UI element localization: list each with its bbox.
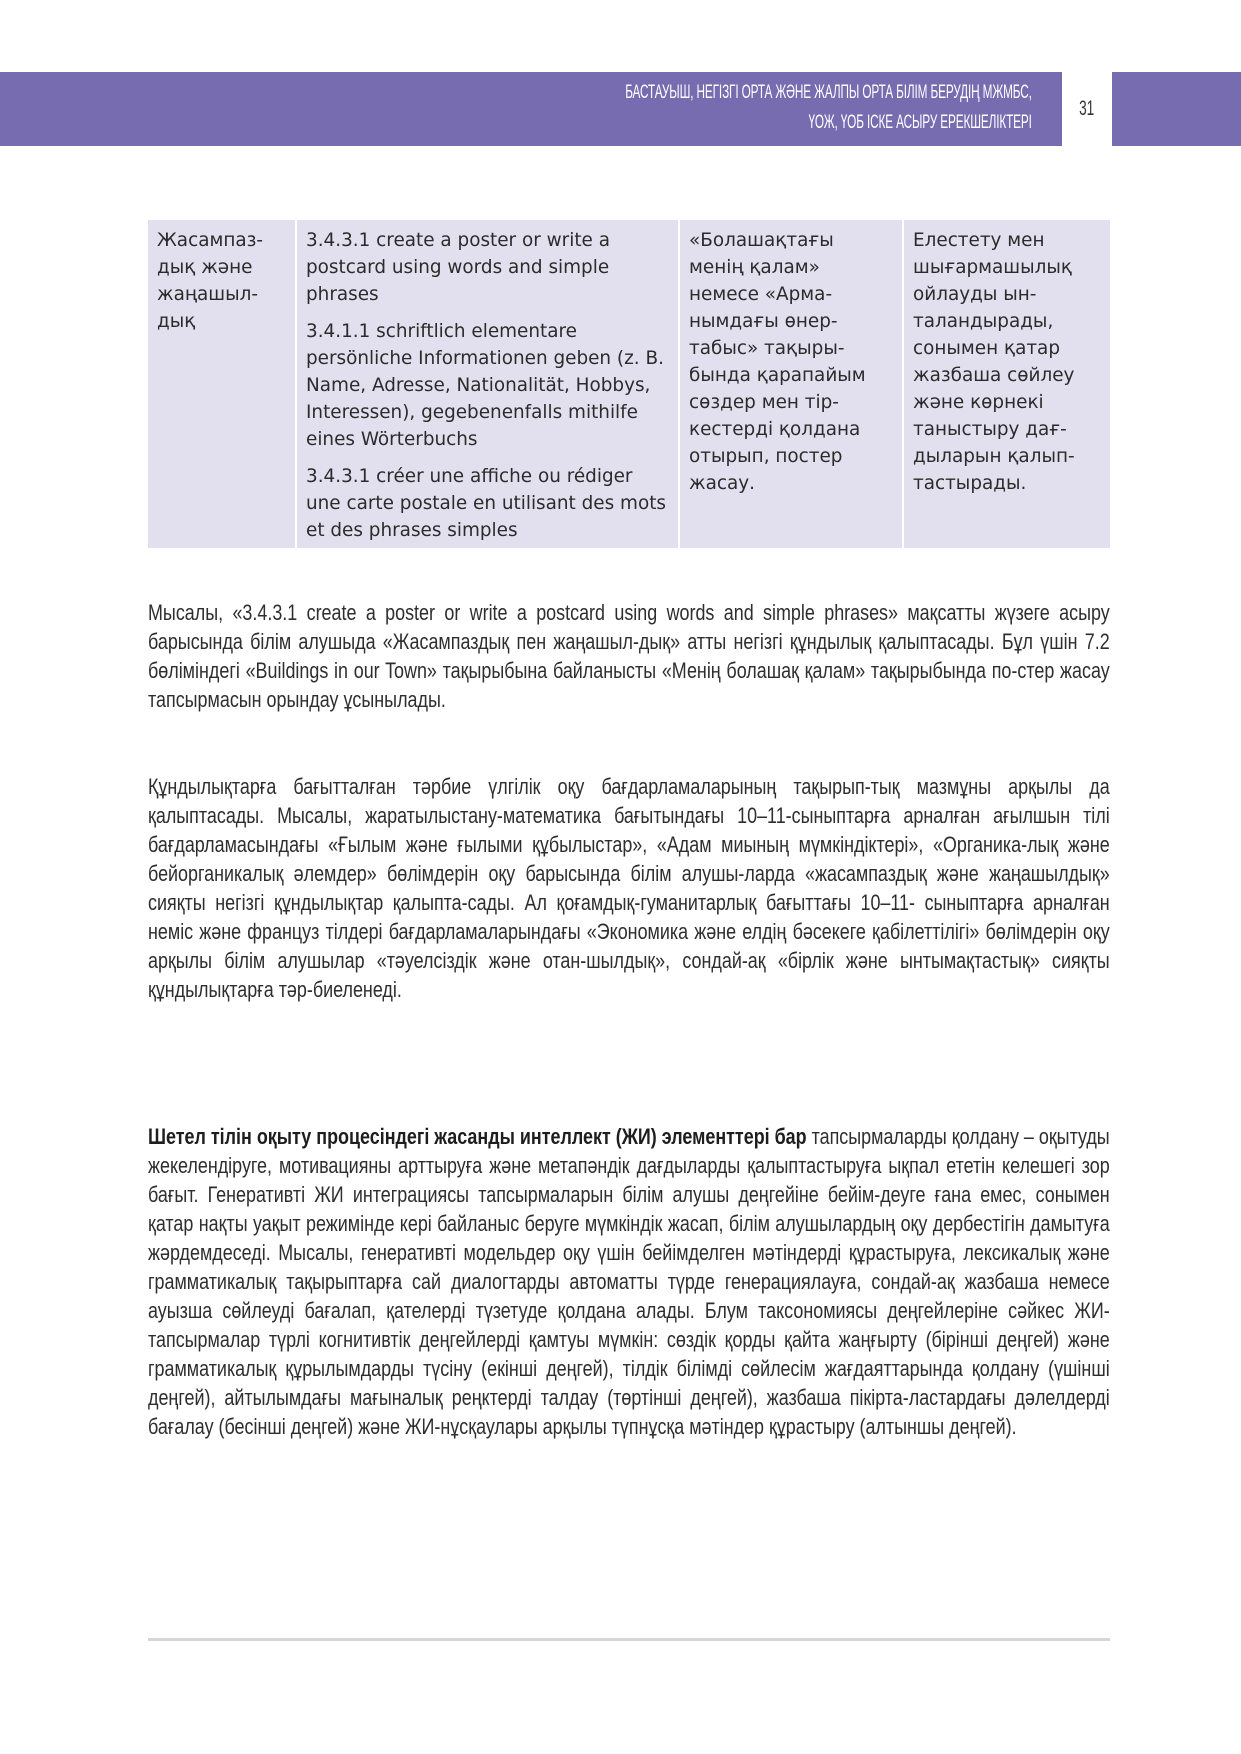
objective-french: 3.4.3.1 créer une affiche ou rédiger une carte postale en utilisant des mots et des phrases simples <box>306 466 666 541</box>
running-header-line-2: ҮОЖ, ҮОБ ІСКЕ АСЫРУ ЕРЕКШЕЛІКТЕРІ <box>808 112 1032 133</box>
page-number-text: 31 <box>1079 97 1095 120</box>
outcome-cell: Елестету мен шығармашылық ойлауды ын-таландырады, сонымен қатар жазбаша сөйлеу және көрнекі таныстыру дағ-дыларын қалып-тастырады. <box>903 220 1110 548</box>
paragraph-values-content <box>148 772 1110 1004</box>
paragraph-values-content-text: Құндылықтарға бағытталған тәрбие үлгілік оқу бағдарламаларының тақырып-тық мазмұны арқылы да қалыптасады. Мысалы, жаратылыстану-математика бағытындағы 10–11-сыныптарға арналған ағылшын тілі бағдарламасындағы «Ғылым және ғылыми құбылыстар», «Адам миының мүмкіндіктері», «Органика-лық және бейорганикалық әлемдер» бөлімдерін оқу барысында білім алушы-ларда «жасампаздық және жаңашылдық» сияқты негізгі құндылықтар қалыпта-сады. Ал қоғамдық-гуманитарлық бағыттағы 10–11- сыныптарға арналған неміс және француз тілдері бағдарламаларындағы «Экономика және елдің бәсекеге қабілеттілігі» бөлімдерін оқу арқылы білім алушылар «тәуелсіздік және отан-шылдық», сондай-ақ «бірлік және ынтымақтастық» сияқты құндылықтарға тәр-биеленеді. <box>148 774 1110 1002</box>
table-row <box>148 220 1110 548</box>
header-accent-block <box>1112 72 1241 146</box>
objective-english: 3.4.3.1 create a poster or write a postcard using words and simple phrases <box>306 230 610 305</box>
paragraph-ai-tasks <box>148 1122 1110 1441</box>
objectives-cell <box>296 220 679 548</box>
running-header-title <box>625 78 1032 138</box>
paragraph-ai-tasks-lead: Шетел тілін оқыту процесіндегі жасанды интеллект (ЖИ) элементтері бар <box>148 1124 807 1149</box>
paragraph-ai-tasks-body <box>148 1122 1110 1441</box>
paragraph-example <box>148 598 1110 714</box>
footer-divider <box>148 1638 1110 1641</box>
value-cell: Жасампаз-дық және жаңашыл-дық <box>157 230 264 332</box>
values-table <box>148 220 1110 548</box>
paragraph-example-text: Мысалы, «3.4.3.1 create a poster or write a postcard using words and simple phrases» мақсатты жүзеге асыру барысында білім алушыда «Жасампаздық пен жаңашыл-дық» атты негізгі құндылық қалыптасады. Бұл үшін 7.2 бөліміндегі «Buildings in our Town» тақырыбына байланысты «Менің болашақ қалам» тақырыбында по-стер жасау тапсырмасын орындау ұсынылады. <box>148 600 1110 712</box>
paragraph-ai-tasks-text: тапсырмаларды қолдану – оқытуды жекелендіруге, мотивацияны арттыруға және метапәндік дағдыларды қалыптастыруға ықпал ететін келешегі зор бағыт. Генеративті ЖИ интеграциясы тапсырмаларын білім алушы деңгейіне бейім-деуге ғана емес, сонымен қатар нақты уақыт режимінде кері байланыс беруге мүмкіндік жасап, білім алушылардың оқу дербестігін дамытуға жәрдемдеседі. Мысалы, генеративті модельдер оқу үшін бейімделген мәтіндерді құрастыруға, лексикалық және грамматикалық тақырыптарға сай диалогтарды автоматты түрде генерациялауға, сондай-ақ жазбаша немесе ауызша сөйлеуді бағалап, қателерді түзетуде қолдана алады. Блум таксономиясы деңгейлеріне сәйкес ЖИ-тапсырмалар түрлі когнитивтік деңгейлерді қамтуы мүмкін: сөздік қорды қайта жаңғырту (бірінші деңгей) және грамматикалық құрылымдарды түсіну (екінші деңгей), тілдік білімді сөйлесім жағдаяттарында қолдану (үшінші деңгей), айтылымдағы мағыналық реңктерді талдау (төртінші деңгей), жазбаша пікірта-ластардағы дәлелдерді бағалау (бесінші деңгей) және ЖИ-нұсқаулары арқылы түпнұсқа мәтіндер құрастыру (алтыншы деңгей). <box>148 1124 1110 1439</box>
task-cell: «Болашақтағы менің қалам» немесе «Арма-нымдағы өнер-табыс» тақыры-бында қарапайым сөздер мен тір-кестерді қолдана отырып, постер жасау. <box>679 220 903 548</box>
running-header-line-1: БАСТАУЫШ, НЕГІЗГІ ОРТА ЖӘНЕ ЖАЛПЫ ОРТА БІЛІМ БЕРУДІҢ МЖМБС, <box>625 82 1032 103</box>
objective-german: 3.4.1.1 schriftlich elementare persönliche Informationen geben (z. B. Name, Adresse, Nationalität, Hobbys, Interessen), gegebenenfalls mithilfe eines Wörterbuchs <box>306 321 664 450</box>
page-number <box>1062 72 1112 146</box>
running-header-bar <box>0 72 1062 146</box>
